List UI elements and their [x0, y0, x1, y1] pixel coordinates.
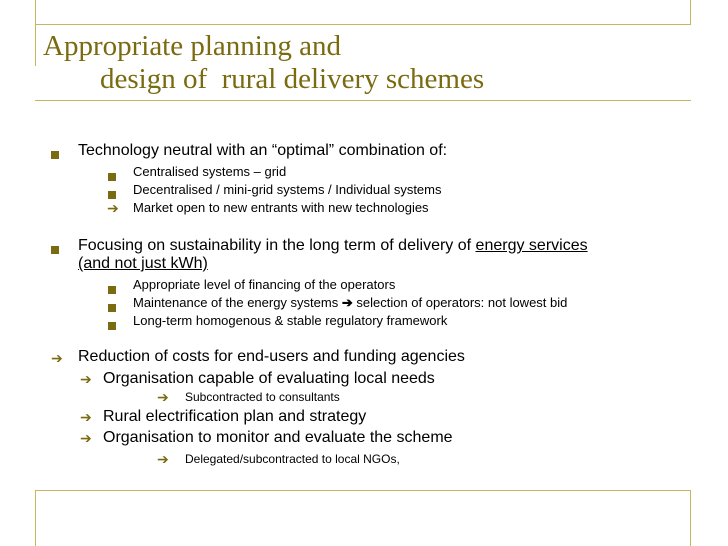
square-bullet-icon: [51, 146, 59, 164]
square-bullet-icon: [108, 317, 116, 335]
arrow-bullet-icon: ➔: [157, 451, 169, 467]
sub-bullet-text: Centralised systems – grid: [133, 164, 287, 179]
arrow-bullet-icon: ➔: [157, 389, 169, 405]
sub-bullet-text: Rural electrification plan and strategy: [103, 408, 367, 425]
slide-title-line-2: design of rural delivery schemes: [100, 63, 485, 95]
bullet-text: [78, 237, 588, 255]
square-bullet-icon: [108, 168, 116, 186]
sub-bullet-text: Market open to new entrants with new technologies: [133, 200, 429, 215]
bullet-text: Technology neutral with an “optimal” combination of:: [78, 142, 448, 159]
sub-bullet-text: Appropriate level of financing of the operators: [133, 277, 396, 292]
sub-bullet-text: Decentralised / mini-grid systems / Individual systems: [133, 182, 442, 197]
bullet-text-part: Focusing on sustainability in the long term of delivery of: [78, 237, 476, 254]
not-just-kwh-link[interactable]: (and not just kWh): [78, 255, 208, 272]
energy-services-link[interactable]: energy services: [475, 237, 588, 254]
bullet-text: Reduction of costs for end-users and funding agencies: [78, 348, 465, 365]
right-arrow-icon: ➔: [341, 295, 353, 310]
square-bullet-icon: [108, 299, 116, 317]
sub-bullet-text: [133, 295, 567, 310]
slide-title-line-1: Appropriate planning and: [43, 30, 341, 62]
arrow-bullet-icon: ➔: [80, 371, 92, 387]
sub-bullet-text: Organisation to monitor and evaluate the scheme: [103, 429, 453, 446]
sub-sub-bullet-text: Subcontracted to consultants: [185, 390, 340, 404]
sub-bullet-text: Long-term homogenous & stable regulatory framework: [133, 313, 448, 328]
arrow-bullet-icon: ➔: [51, 350, 63, 366]
sub-sub-bullet-text: Delegated/subcontracted to local NGOs,: [185, 452, 400, 466]
sub-bullet-text-part: Maintenance of the energy systems: [133, 295, 342, 310]
square-bullet-icon: [108, 281, 116, 299]
arrow-bullet-icon: ➔: [107, 200, 119, 216]
sub-bullet-text-part: selection of operators: not lowest bid: [352, 295, 568, 310]
sub-bullet-text: Organisation capable of evaluating local needs: [103, 370, 435, 387]
arrow-bullet-icon: ➔: [80, 409, 92, 425]
square-bullet-icon: [51, 241, 59, 259]
arrow-bullet-icon: ➔: [80, 430, 92, 446]
